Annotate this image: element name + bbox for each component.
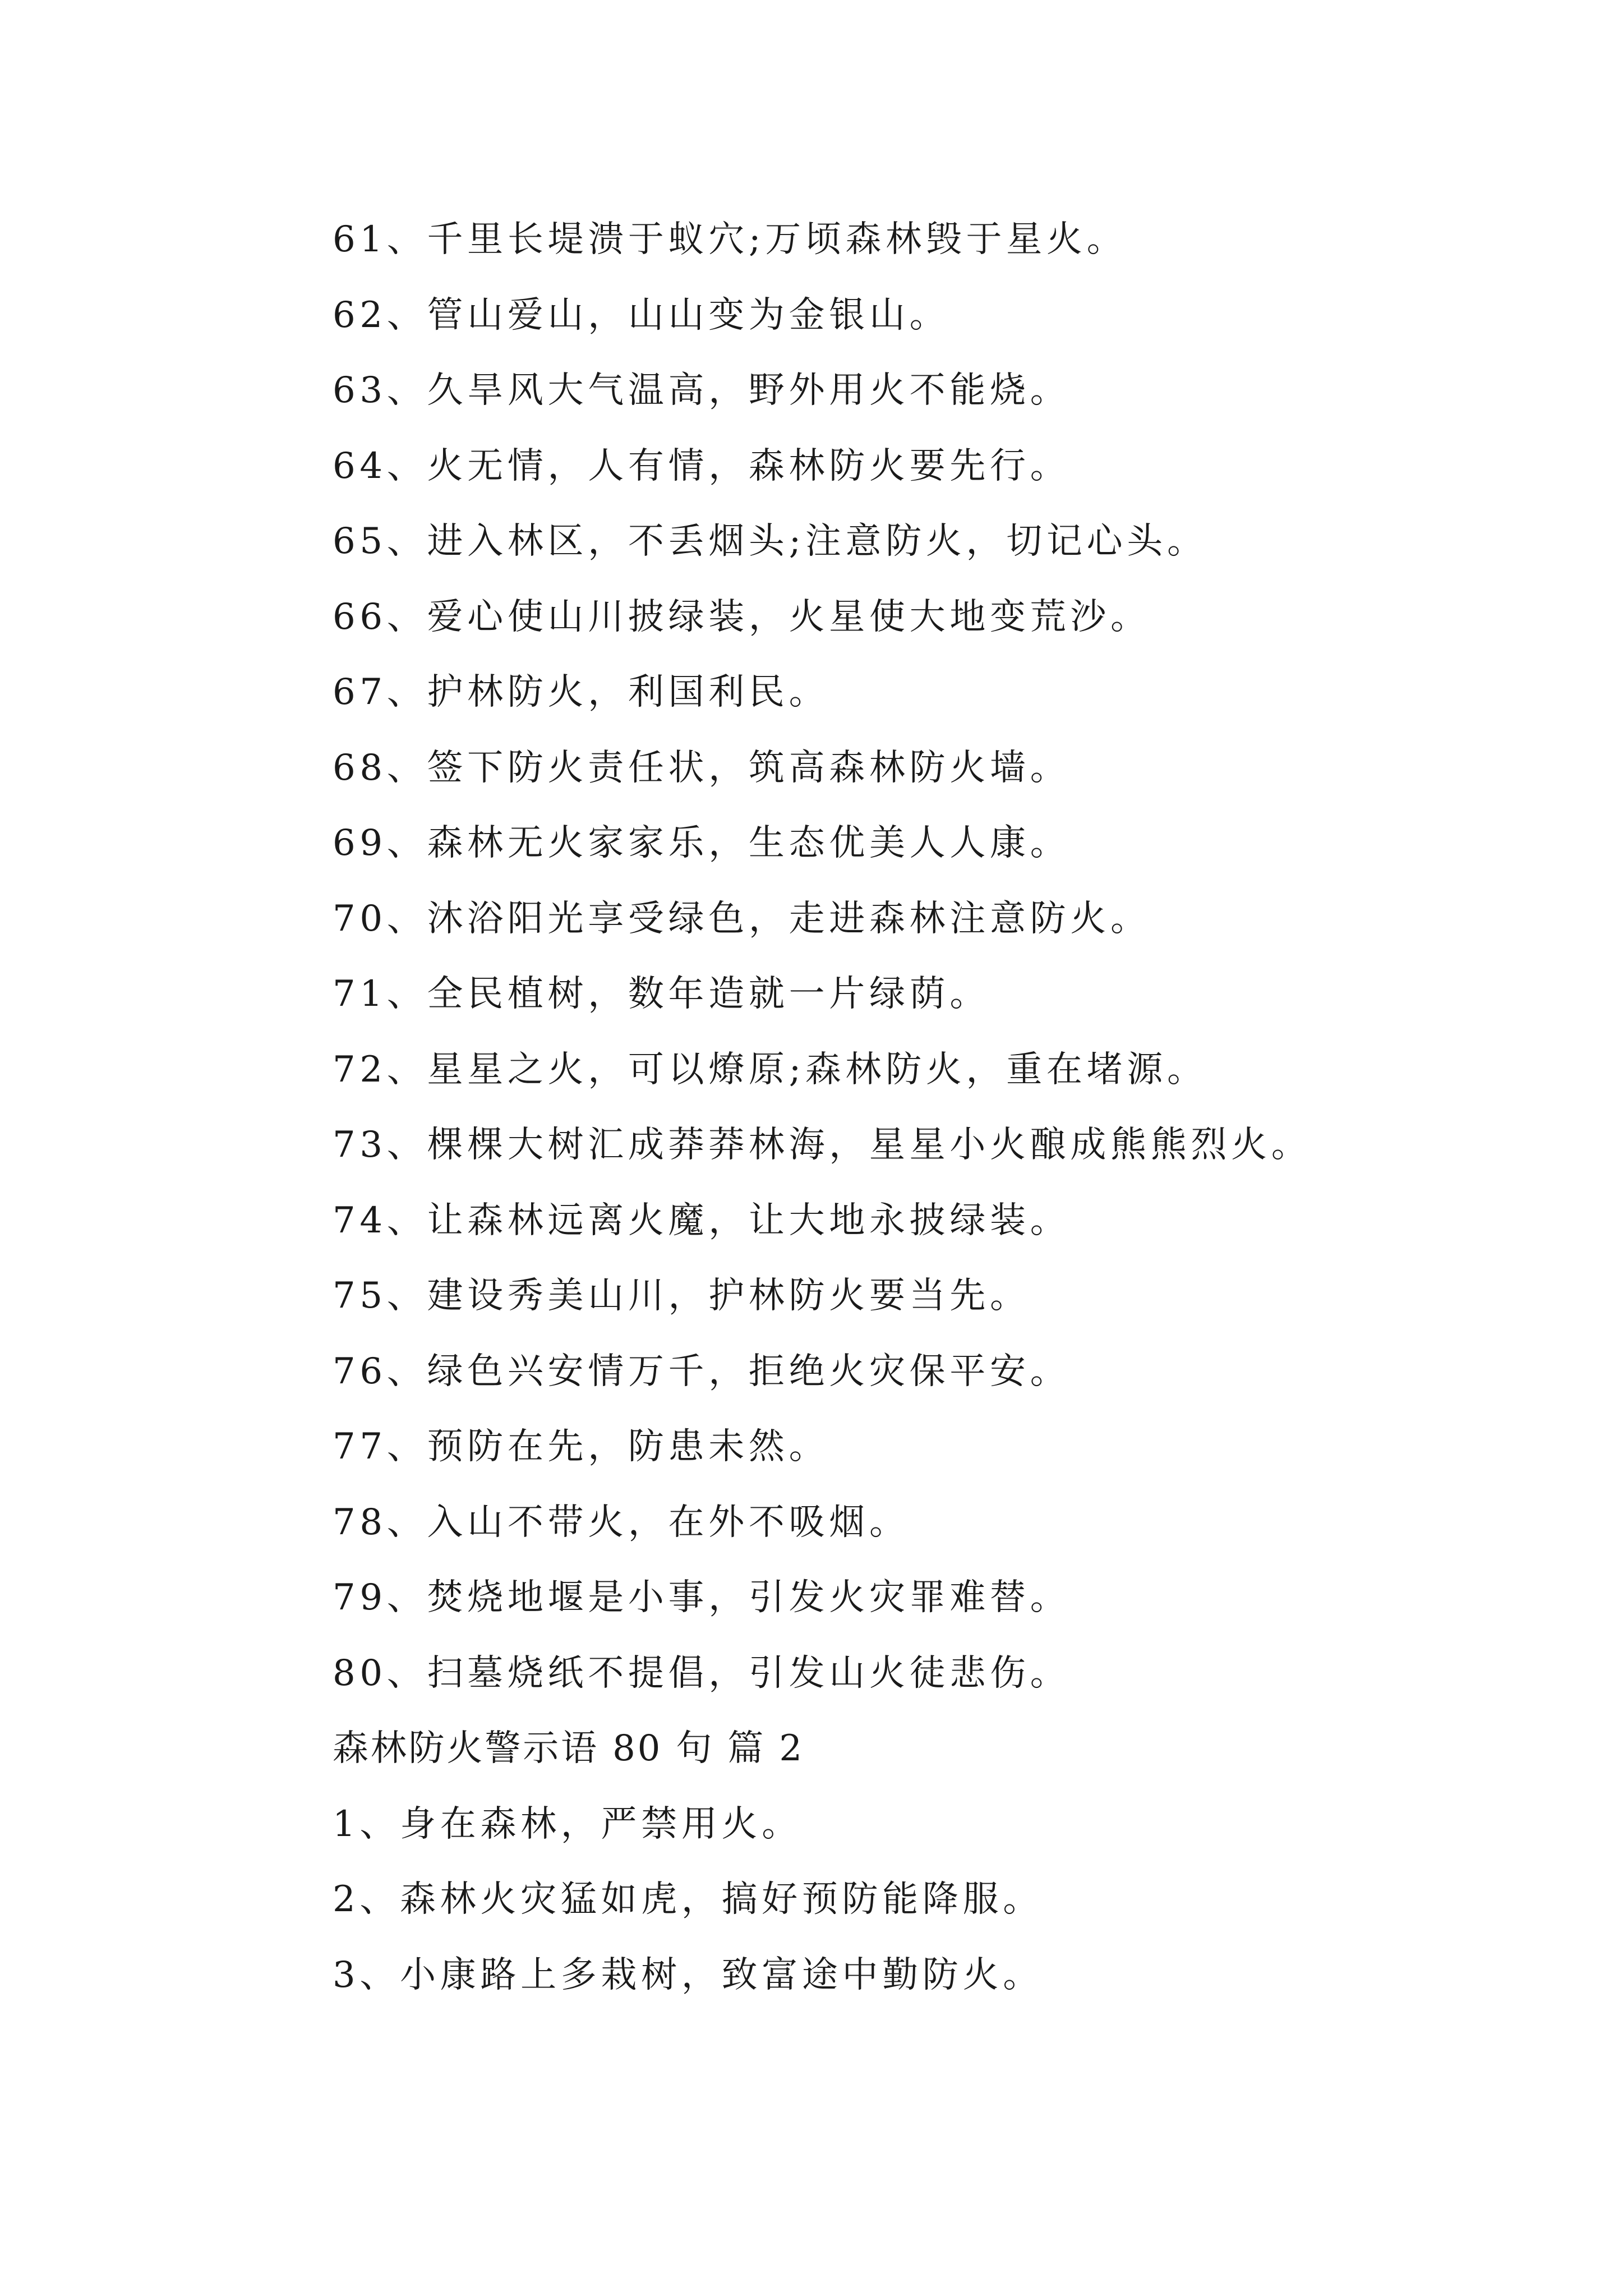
list-item: 80、扫墓烧纸不提倡，引发山火徒悲伤。: [333, 1652, 1071, 1694]
list-item: 67、护林防火，利国利民。: [333, 671, 829, 713]
list-item: 76、绿色兴安情万千，拒绝火灾保平安。: [333, 1350, 1071, 1392]
list-item: 66、爱心使山川披绿装，火星使大地变荒沙。: [333, 596, 1151, 638]
list-item: 61、千里长堤溃于蚁穴;万顷森林毁于星火。: [333, 219, 1127, 260]
list-item: 65、进入林区，不丢烟头;注意防火，切记心头。: [333, 521, 1207, 562]
list-item: 70、沐浴阳光享受绿色，走进森林注意防火。: [333, 898, 1151, 940]
list-item: 68、签下防火责任状，筑高森林防火墙。: [333, 747, 1071, 789]
list-item: 79、焚烧地堰是小事，引发火灾罪难替。: [333, 1577, 1071, 1618]
list-item: 3、小康路上多栽树，致富途中勤防火。: [333, 1954, 1043, 1996]
list-item: 62、管山爱山，山山变为金银山。: [333, 294, 950, 336]
slogan-list: [333, 202, 1538, 2013]
list-item: 63、久旱风大气温高，野外用火不能烧。: [333, 370, 1071, 411]
list-item: 2、森林火灾猛如虎，搞好预防能降服。: [333, 1879, 1043, 1920]
list-item: 74、让森林远离火魔，让大地永披绿装。: [333, 1199, 1071, 1241]
list-item: 71、全民植树，数年造就一片绿荫。: [333, 973, 990, 1015]
list-item: 75、建设秀美山川，护林防火要当先。: [333, 1275, 1030, 1317]
list-item: 69、森林无火家家乐，生态优美人人康。: [333, 822, 1071, 864]
list-item: 78、入山不带火，在外不吸烟。: [333, 1501, 910, 1543]
list-item: 64、火无情，人有情，森林防火要先行。: [333, 445, 1071, 487]
list-item: 73、棵棵大树汇成莽莽林海，星星小火酿成熊熊烈火。: [333, 1124, 1312, 1166]
section-heading: 森林防火警示语 80 句 篇 2: [333, 1728, 804, 1769]
list-item: 1、身在森林，严禁用火。: [333, 1803, 802, 1845]
list-item: 72、星星之火，可以燎原;森林防火，重在堵源。: [333, 1048, 1207, 1091]
list-item: 77、预防在先，防患未然。: [333, 1426, 829, 1467]
